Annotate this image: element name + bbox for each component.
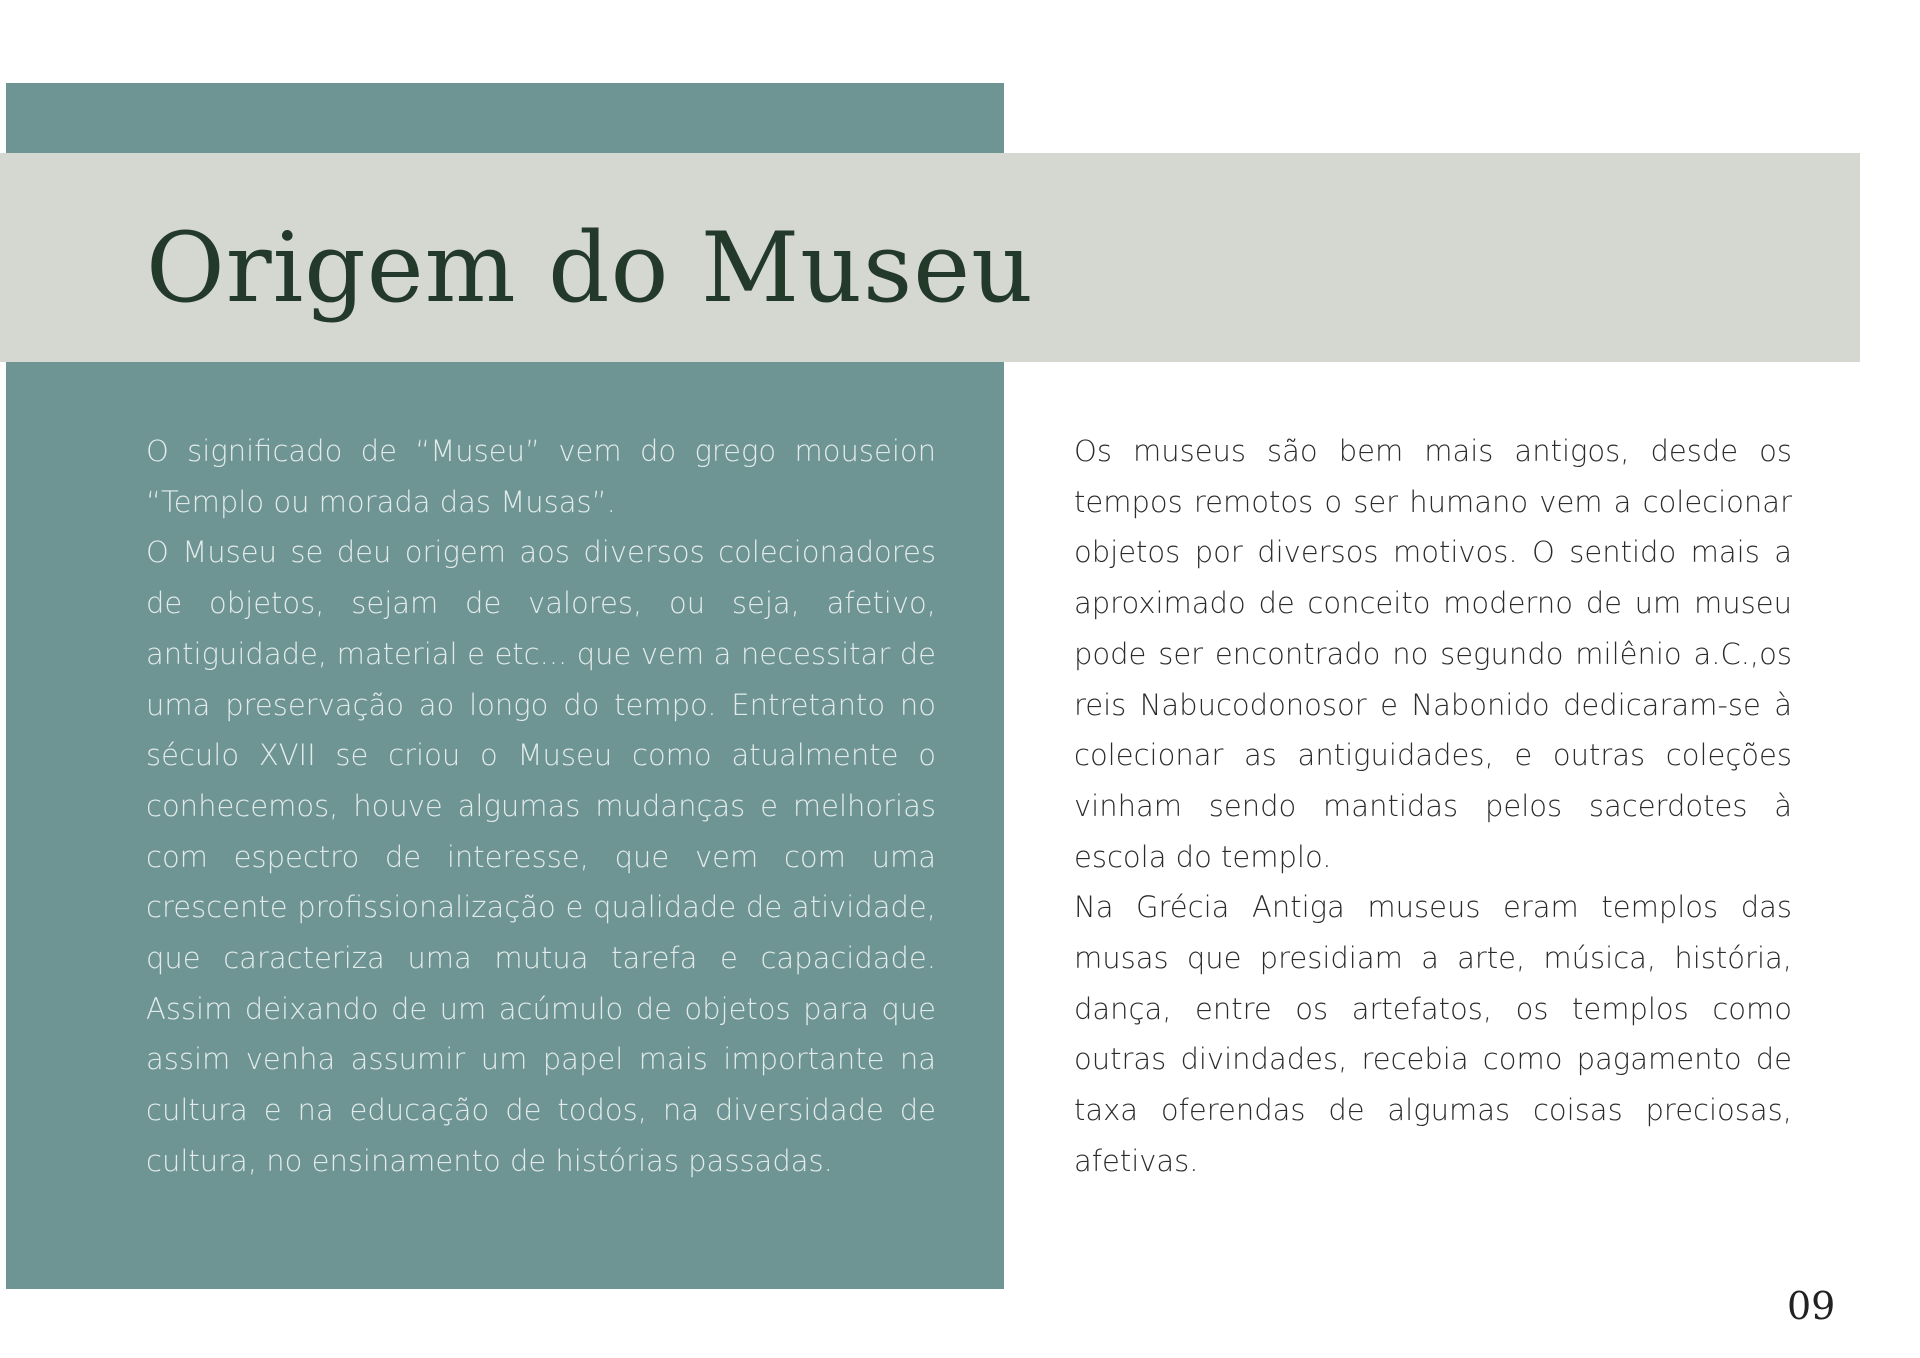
left-paragraph-2: O Museu se deu origem aos diversos colecionadores de objetos, sejam de valores, ou seja, afetivo, antiguidade, material e etc... que vem a necessitar de uma preservação ao longo do tempo. Entretanto no século XVII se criou o Museu como atualmente o conhecemos, houve algumas mudanças e melhorias com espectro de interesse, que vem com uma crescente profissionalização e qualidade de atividade, que caracteriza uma mutua tarefa e capacidade. Assim deixando de um acúmulo de objetos para que assim venha assumir um papel mais importante na cultura e na educação de todos, na diversidade de cultura, no ensinamento de histórias passadas.: [146, 535, 936, 1178]
page-title: Origem do Museu: [146, 212, 1034, 324]
right-text-column: [1074, 426, 1792, 1187]
left-text-column: [146, 426, 936, 1187]
right-paragraph-1: Os museus são bem mais antigos, desde os tempos remotos o ser humano vem a colecionar objetos por diversos motivos. O sentido mais a aproximado de conceito moderno de um museu pode ser encontrado no segundo milênio a.C.,os reis Nabucodonosor e Nabonido dedicaram-se à colecionar as antiguidades, e outras coleções vinham sendo mantidas pelos sacerdotes à escola do templo.: [1074, 434, 1792, 874]
page-number: 09: [1787, 1284, 1836, 1328]
right-paragraph-2: Na Grécia Antiga museus eram templos das musas que presidiam a arte, música, história, dança, entre os artefatos, os templos como outras divindades, recebia como pagamento de taxa oferendas de algumas coisas preciosas, afetivas.: [1074, 890, 1792, 1178]
left-paragraph-1: O significado de “Museu” vem do grego mouseion “Templo ou morada das Musas”.: [146, 434, 936, 519]
